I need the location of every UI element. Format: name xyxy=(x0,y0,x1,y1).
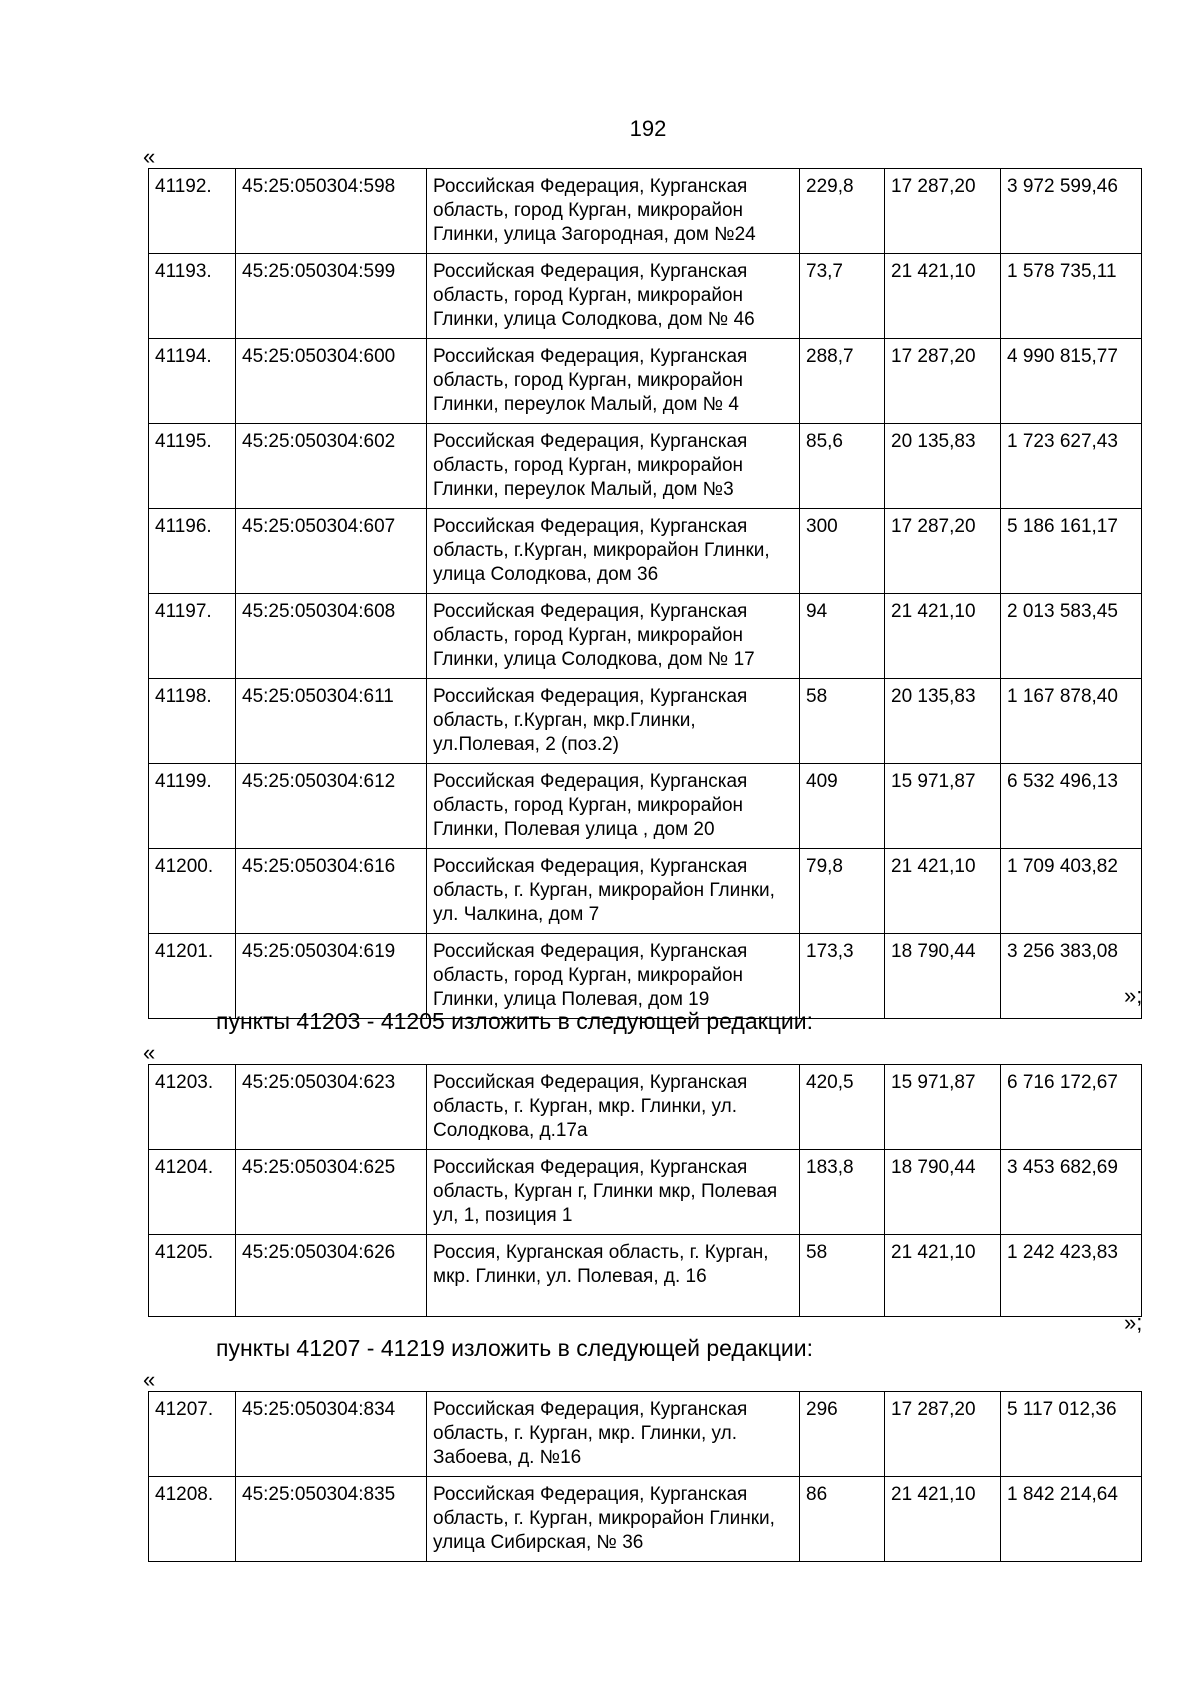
area-cell: 86 xyxy=(800,1477,885,1562)
row-number: 41193. xyxy=(149,254,236,339)
area-cell: 79,8 xyxy=(800,849,885,934)
cadastral-value-cell: 6 532 496,13 xyxy=(1001,764,1142,849)
cadastral-number: 45:25:050304:612 xyxy=(236,764,427,849)
area-cell: 288,7 xyxy=(800,339,885,424)
table-row xyxy=(149,1392,1142,1477)
address-cell: Российская Федерация, Курганская область, г.Курган, мкр.Глинки, ул.Полевая, 2 (поз.2) xyxy=(427,679,800,764)
rate-cell: 17 287,20 xyxy=(885,169,1001,254)
row-number: 41192. xyxy=(149,169,236,254)
cadastral-number: 45:25:050304:625 xyxy=(236,1150,427,1235)
rate-cell: 17 287,20 xyxy=(885,509,1001,594)
cadastral-number: 45:25:050304:611 xyxy=(236,679,427,764)
address-cell: Российская Федерация, Курганская область, Курган г, Глинки мкр, Полевая ул, 1, позиция 1 xyxy=(427,1150,800,1235)
address-cell: Российская Федерация, Курганская область, г. Курган, микрорайон Глинки, улица Сибирская, № 36 xyxy=(427,1477,800,1562)
address-cell: Российская Федерация, Курганская область, город Курган, микрорайон Глинки, переулок Малый, дом № 4 xyxy=(427,339,800,424)
cadastral-number: 45:25:050304:616 xyxy=(236,849,427,934)
cadastral-number: 45:25:050304:599 xyxy=(236,254,427,339)
address-cell: Российская Федерация, Курганская область, город Курган, микрорайон Глинки, улица Солодкова, дом № 17 xyxy=(427,594,800,679)
row-number: 41204. xyxy=(149,1150,236,1235)
area-cell: 420,5 xyxy=(800,1065,885,1150)
area-cell: 300 xyxy=(800,509,885,594)
row-number: 41207. xyxy=(149,1392,236,1477)
row-number: 41195. xyxy=(149,424,236,509)
address-cell: Российская Федерация, Курганская область, город Курган, микрорайон Глинки, улица Загородная, дом №24 xyxy=(427,169,800,254)
table-row xyxy=(149,764,1142,849)
property-table xyxy=(148,1391,1142,1562)
close-quote: »; xyxy=(1124,983,1143,1008)
cadastral-number: 45:25:050304:835 xyxy=(236,1477,427,1562)
rate-cell: 20 135,83 xyxy=(885,424,1001,509)
row-number: 41194. xyxy=(149,339,236,424)
address-cell: Российская Федерация, Курганская область, город Курган, микрорайон Глинки, улица Солодкова, дом № 46 xyxy=(427,254,800,339)
rate-cell: 21 421,10 xyxy=(885,254,1001,339)
row-number: 41199. xyxy=(149,764,236,849)
area-cell: 296 xyxy=(800,1392,885,1477)
rate-cell: 17 287,20 xyxy=(885,339,1001,424)
cadastral-value-cell: 1 578 735,11 xyxy=(1001,254,1142,339)
table-row xyxy=(149,1150,1142,1235)
row-number: 41196. xyxy=(149,509,236,594)
address-cell: Российская Федерация, Курганская область, город Курган, микрорайон Глинки, Полевая улица , дом 20 xyxy=(427,764,800,849)
cadastral-number: 45:25:050304:834 xyxy=(236,1392,427,1477)
table-row xyxy=(149,424,1142,509)
amendment-paragraph: пункты 41203 - 41205 изложить в следующей редакции: xyxy=(216,1008,813,1034)
page-number: 192 xyxy=(629,116,667,141)
cadastral-value-cell: 3 453 682,69 xyxy=(1001,1150,1142,1235)
table-row xyxy=(149,849,1142,934)
row-number: 41208. xyxy=(149,1477,236,1562)
table-row xyxy=(149,679,1142,764)
row-number: 41198. xyxy=(149,679,236,764)
row-number: 41197. xyxy=(149,594,236,679)
property-table xyxy=(148,168,1142,1019)
rate-cell: 21 421,10 xyxy=(885,849,1001,934)
area-cell: 73,7 xyxy=(800,254,885,339)
table-row xyxy=(149,1065,1142,1150)
cadastral-number: 45:25:050304:626 xyxy=(236,1235,427,1317)
row-number: 41200. xyxy=(149,849,236,934)
cadastral-value-cell: 2 013 583,45 xyxy=(1001,594,1142,679)
table-row xyxy=(149,594,1142,679)
cadastral-number: 45:25:050304:602 xyxy=(236,424,427,509)
cadastral-value-cell: 3 972 599,46 xyxy=(1001,169,1142,254)
rate-cell: 21 421,10 xyxy=(885,1477,1001,1562)
close-quote: »; xyxy=(1124,1310,1143,1335)
rate-cell: 15 971,87 xyxy=(885,764,1001,849)
row-number: 41205. xyxy=(149,1235,236,1317)
address-cell: Российская Федерация, Курганская область, г.Курган, микрорайон Глинки, улица Солодкова, дом 36 xyxy=(427,509,800,594)
area-cell: 173,3 xyxy=(800,934,885,1019)
cadastral-value-cell: 1 242 423,83 xyxy=(1001,1235,1142,1317)
cadastral-value-cell: 6 716 172,67 xyxy=(1001,1065,1142,1150)
rate-cell: 18 790,44 xyxy=(885,1150,1001,1235)
rate-cell: 20 135,83 xyxy=(885,679,1001,764)
table-row xyxy=(149,339,1142,424)
table-row xyxy=(149,509,1142,594)
table-row xyxy=(149,1235,1142,1317)
cadastral-number: 45:25:050304:619 xyxy=(236,934,427,1019)
table-row xyxy=(149,169,1142,254)
open-quote: « xyxy=(143,1367,156,1392)
cadastral-value-cell: 3 256 383,08 xyxy=(1001,934,1142,1019)
row-number: 41201. xyxy=(149,934,236,1019)
table-row xyxy=(149,254,1142,339)
area-cell: 183,8 xyxy=(800,1150,885,1235)
rate-cell: 18 790,44 xyxy=(885,934,1001,1019)
area-cell: 58 xyxy=(800,1235,885,1317)
table-row xyxy=(149,934,1142,1019)
rate-cell: 17 287,20 xyxy=(885,1392,1001,1477)
cadastral-value-cell: 5 117 012,36 xyxy=(1001,1392,1142,1477)
open-quote: « xyxy=(143,1040,156,1065)
property-table xyxy=(148,1064,1142,1317)
address-cell: Российская Федерация, Курганская область, г. Курган, мкр. Глинки, ул. Солодкова, д.17а xyxy=(427,1065,800,1150)
area-cell: 58 xyxy=(800,679,885,764)
cadastral-number: 45:25:050304:598 xyxy=(236,169,427,254)
cadastral-value-cell: 5 186 161,17 xyxy=(1001,509,1142,594)
cadastral-number: 45:25:050304:608 xyxy=(236,594,427,679)
rate-cell: 15 971,87 xyxy=(885,1065,1001,1150)
cadastral-value-cell: 1 842 214,64 xyxy=(1001,1477,1142,1562)
amendment-paragraph: пункты 41207 - 41219 изложить в следующей редакции: xyxy=(216,1335,813,1361)
cadastral-value-cell: 1 709 403,82 xyxy=(1001,849,1142,934)
row-number: 41203. xyxy=(149,1065,236,1150)
address-cell: Россия, Курганская область, г. Курган, мкр. Глинки, ул. Полевая, д. 16 xyxy=(427,1235,800,1317)
address-cell: Российская Федерация, Курганская область, г. Курган, микрорайон Глинки, ул. Чалкина, дом 7 xyxy=(427,849,800,934)
cadastral-value-cell: 1 167 878,40 xyxy=(1001,679,1142,764)
address-cell: Российская Федерация, Курганская область, город Курган, микрорайон Глинки, улица Полевая, дом 19 xyxy=(427,934,800,1019)
cadastral-number: 45:25:050304:600 xyxy=(236,339,427,424)
cadastral-value-cell: 1 723 627,43 xyxy=(1001,424,1142,509)
address-cell: Российская Федерация, Курганская область, город Курган, микрорайон Глинки, переулок Малый, дом №3 xyxy=(427,424,800,509)
rate-cell: 21 421,10 xyxy=(885,594,1001,679)
cadastral-number: 45:25:050304:607 xyxy=(236,509,427,594)
area-cell: 229,8 xyxy=(800,169,885,254)
area-cell: 85,6 xyxy=(800,424,885,509)
area-cell: 409 xyxy=(800,764,885,849)
open-quote: « xyxy=(143,144,156,169)
cadastral-number: 45:25:050304:623 xyxy=(236,1065,427,1150)
cadastral-value-cell: 4 990 815,77 xyxy=(1001,339,1142,424)
area-cell: 94 xyxy=(800,594,885,679)
address-cell: Российская Федерация, Курганская область, г. Курган, мкр. Глинки, ул. Забоева, д. №16 xyxy=(427,1392,800,1477)
rate-cell: 21 421,10 xyxy=(885,1235,1001,1317)
table-row xyxy=(149,1477,1142,1562)
